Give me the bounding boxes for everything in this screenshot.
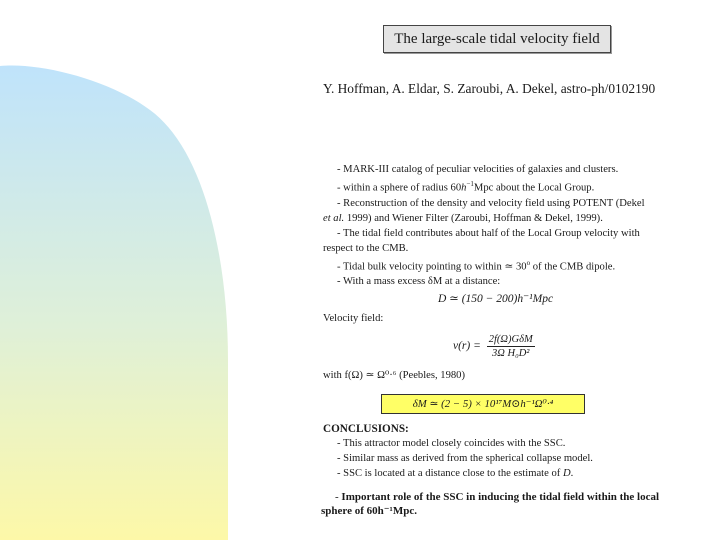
bullet-tidal-field: - The tidal field contributes about half of the Local Group velocity with (337, 227, 640, 239)
distance-equation: D ≃ (150 − 200)h⁻¹Mpc (438, 293, 554, 305)
bullet-sphere (323, 177, 645, 196)
bullet-reconstruction: - Reconstruction of the density and velocity field using POTENT (Dekel (337, 197, 645, 209)
omega-relation: with f(Ω) ≃ Ω⁰·⁶ (Peebles, 1980) (323, 370, 466, 381)
conclusion-list (323, 436, 593, 481)
bullet-bulk-velocity (323, 256, 645, 275)
conclusion-distance-text: - SSC is located at a distance close to the estimate of (337, 468, 563, 479)
conclusion-distance (323, 466, 593, 481)
velocity-label: Velocity field: (323, 313, 384, 324)
bullet-etal: et al. (323, 212, 345, 224)
conclusion-mass: - Similar mass as derived from the spherical collapse model. (337, 453, 593, 464)
velocity-equation (453, 334, 535, 359)
conclusion-distance-var: D (562, 468, 571, 479)
important-dash: - (335, 491, 342, 503)
author-line: Y. Hoffman, A. Eldar, S. Zaroubi, A. Dekel, astro-ph/0102190 (323, 81, 656, 96)
conclusion-ssc: - This attractor model closely coincides with the SSC. (337, 438, 566, 449)
slide-title: The large-scale tidal velocity field (383, 25, 611, 53)
conclusion-distance-tail: . (570, 468, 574, 479)
bullet-bulk-text: - Tidal bulk velocity pointing to within ≃ 30 (337, 261, 527, 273)
bullet-reconstruction-cont (323, 211, 645, 226)
bullet-reconstruction-tail: 1999) and Wiener Filter (Zaroubi, Hoffman & Dekel, 1999). (344, 212, 603, 224)
bullet-mass-excess: - With a mass excess δM at a distance: (337, 276, 501, 288)
bullet-bulk-degree: o (526, 258, 531, 267)
bullet-mark3: - MARK-III catalog of peculiar velocities of galaxies and clusters. (337, 164, 619, 175)
important-conclusion (321, 490, 676, 518)
conclusions-heading: CONCLUSIONS: (323, 423, 409, 435)
bullet-list (323, 162, 645, 289)
velocity-fraction (487, 334, 535, 359)
bullet-sphere-exp: −1 (466, 180, 474, 188)
bullet-sphere-tail: Mpc about the Local Group. (473, 182, 595, 194)
velocity-numerator: 2f(Ω)GδM (488, 334, 533, 345)
bullet-bulk-tail: of the CMB dipole. (530, 261, 616, 273)
mass-estimate-text: δM ≃ (2 − 5) × 10¹⁷M⊙h⁻¹Ω⁰·⁴ (412, 398, 554, 410)
velocity-denominator: 3Ω H₀D² (492, 348, 530, 359)
velocity-lhs: v(r) = (453, 340, 481, 353)
bullet-sphere-text: - within a sphere of radius 60 (337, 182, 462, 194)
bullet-tidal-field-cont: respect to the CMB. (323, 242, 409, 254)
bullet-sphere-h: h (461, 182, 467, 194)
mass-estimate-highlight (381, 394, 585, 414)
important-text: Important role of the SSC in inducing the tidal field within the local sphere of 60h⁻¹Mpc. (321, 491, 660, 517)
